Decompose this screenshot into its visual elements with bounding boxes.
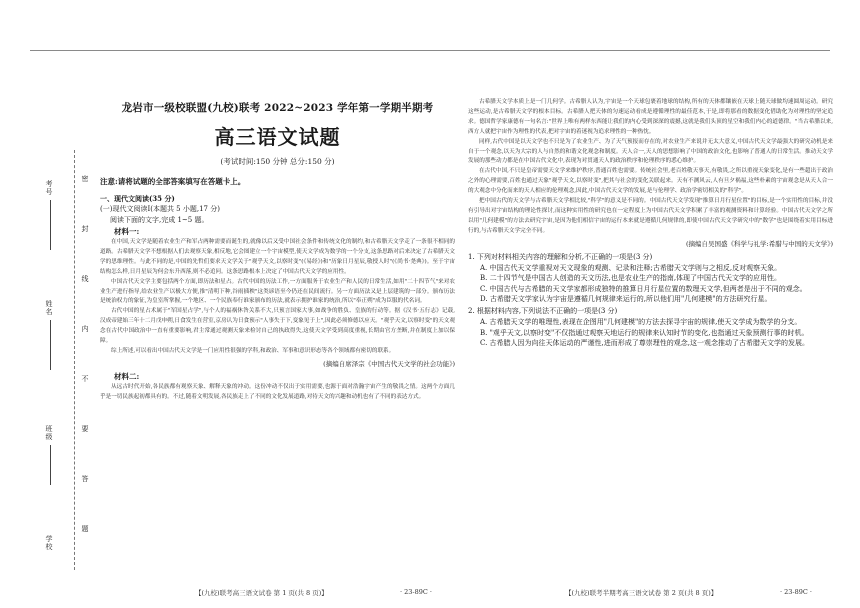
question-stem: 1. 下列对材料相关内容的理解和分析,不正确的一项是(3 分) — [468, 252, 653, 261]
seal-char: 密 — [81, 175, 89, 183]
material-paragraph: 古代中国的星占术属于"军国星占学",与个人的福祸休咎关系不大,只预言国家大事,如战争的胜负、皇族的行动等。据《汉书·五行志》记载,汉成帝建始三年十二月戊申朔,日食发生在营室,京房认为日食预示"人事失于下,变象见于上",因此必须修德以应天。"观乎天文,以察时变"的天文观念在古代中国政治中一直有重要影响,君主常通过观测天象来检讨自己的执政得失,这使天文学受到高度重视,长期由官方垄断,并在制度上加以保障。 — [100, 308, 455, 345]
material-paragraph: 在古代中国,不只是皇帝需要天文学来维护秩序,普通百姓也需要。传统社会里,老百姓敬天事天,有敬畏,之所以重视天象变化,是有一些超出于政治之外的心理需要,百姓也通过天象"观乎天文,以察时变",把其与社会的变化关联起来。天有不测风云,人有旦夕祸福,这些朴素的宇宙观念是从天人合一的大观念中分化而来的天人相应的伦理观念,因此,中国古代天文学的发展,是与伦理学、政治学密切相关的"科学"。 — [468, 168, 833, 195]
subsection-heading: (一)现代文阅读Ⅰ(本题共 5 小题,17 分) — [100, 205, 220, 213]
page-footer-right: 【(九校)联考半期考高三语文试卷 第 2 页(共 8 页)】 — [565, 589, 718, 597]
source-citation: (摘编自席泽宗《中国古代天文学的社会功能》) — [323, 359, 455, 368]
left-column — [100, 58, 455, 403]
material-paragraph: 把中国古代的天文学与古希腊天文学相比较,"科学"的意义是不同的。中国古代天文学发现"推算日月行星位置"的目标,是一个实用性的目标,并没有引导出对宇宙结构的理论性探讨,而这种实用性的研究也在一定程度上为中国古代天文学积累了丰富的观测资料和计算经验。中国古代天文学之所以用"几何建模"的方法去研究宇宙,是因为他们相信宇宙的运行本来就是遵循几何规律的,即使中国古代天文学研究中的"数学"也是围绕着实用目标进行的,与古希腊天文学完全不同。 — [468, 198, 833, 234]
material-paragraph: 中国古代天文学主要包括两个方面,即历法和星占。古代中国的历法工作,一方面服务于农业生产和人民的日常生活,如用"二十四节气"来对农业生产进行指导,给农业生产以极大方便,推"清明下种,谷雨插秧"这类谚语至今仍还在民间流行。另一方面历法又是上层建筑的一部分。颁布历法是统治权力的象征,为皇室所掌握,一个地区、一个民族奉行谁家颁布的历法,就表示拥护谁家的统治,所以"奉正朔"成为臣服的代名词。 — [100, 278, 455, 305]
exam-number-field[interactable] — [50, 200, 51, 250]
page-code-right: · 23-89C · — [780, 588, 812, 596]
exam-notice: 注意:请将试题的全部答案填写在答题卡上。 — [100, 177, 246, 186]
seal-char: 答 — [81, 475, 89, 483]
seal-char: 不 — [81, 375, 89, 383]
answer-option: A. 中国古代天文学重视对天文现象的观测、记录和注释;古希腊天文学则与之相反,反对观察天象。 — [480, 263, 782, 272]
margin-label-name: 姓名 — [45, 300, 53, 316]
margin-label-school: 学校 — [45, 535, 53, 551]
answer-option: B. 二十四节气是中国古人创造的天文历法,也是农业生产的指南,体现了中国古代天文学的应用性。 — [480, 274, 782, 283]
page-title: 高三语文试题 — [214, 125, 341, 149]
answer-option: D. 古希腊天文学家认为宇宙是遵循几何规律来运行的,所以他们用"几何建模"的方法研究行星。 — [480, 295, 772, 304]
seal-char: 要 — [81, 425, 89, 433]
material-paragraph: 综上所述,可以看出中国古代天文学是一门应用性很强的学科,和政治、军事和意识形态等各个领域都有密切的联系。 — [111, 347, 395, 354]
top-rule — [30, 50, 830, 51]
seal-char: 题 — [81, 525, 89, 533]
answer-option: B. "观乎天文,以察时变"不仅指通过观察天地运行的规律来认知时节的变化,也指通过天象预测行事的时机。 — [480, 328, 809, 337]
seal-char: 线 — [81, 275, 89, 283]
class-field[interactable] — [50, 445, 51, 485]
seal-char: 封 — [81, 225, 89, 233]
source-citation: (摘编自吴国盛《科学与礼学:希腊与中国的天文学》) — [685, 239, 833, 248]
exam-meta: (考试时间:150 分钟 总分:150 分) — [220, 157, 335, 166]
answer-option: A. 古希腊天文学的唯理性,表现在企图用"几何建模"的方法去探寻宇宙的规律,使天文学成为数学的分支。 — [480, 318, 802, 327]
section-heading: 一、现代文阅读(35 分) — [100, 194, 175, 203]
material-label: 材料二: — [114, 371, 140, 381]
name-field[interactable] — [50, 320, 51, 370]
question-stem: 2. 根据材料内容,下列说法不正确的一项是(3 分) — [468, 307, 618, 316]
seal-line — [74, 150, 75, 570]
seal-char: 内 — [81, 325, 89, 333]
material-label: 材料一: — [114, 227, 140, 236]
material-paragraph: 从远古时代开始,各民族都有观察天象、解释天象的冲动。这份冲动不仅出于实用需要,也源于面对浩瀚宇宙产生的敬畏之情。这两个方面几乎是一切民族起初都具有的。不过,随着文明发展,各民族走上了不同的文化发展道路,对待天文的兴趣和动机也有了不同的表达方式。 — [100, 383, 455, 400]
answer-option: C. 中国古代与古希腊的天文学家都形成独特的推算日月行星位置的数理天文学,但两者是出于不同的观念。 — [480, 284, 807, 293]
material-paragraph: 在中国,天文学是随着农业生产和军占两种需要而诞生的,就像以后又受中国社会条件和传统文化的制约,和古希腊天文学走了一条很不相同的道路。古希腊天文学不想根据人们去观察天象,相反地,它会图建立一个宇宙模型,使天文学成为数学的一个分支,这条思路对后来决定了古希腊天文学的思维理性。与此不同的是,中国的先哲们要求天文学关于"观乎天文,以察时变"(《易经》)和"历象日月星辰,敬授人时"(《尚书·尧典》)。至于宇宙结构怎么样,日月星辰为何会东升西落,则不必追问。这条思路根本上决定了中国古代天文学的应用性。 — [100, 239, 455, 275]
right-column — [468, 98, 833, 349]
exam-school-line: 龙岩市一级校联盟(九校)联考 2022~2023 学年第一学期半期考 — [121, 102, 434, 114]
margin-label-exam-number: 考号 — [45, 180, 53, 196]
reading-instruction: 阅读下面的文字,完成 1~5 题。 — [110, 216, 209, 224]
answer-option: C. 古希腊人因为向往天体运动的严谨性,进而形成了尊崇理性的观念,这一观念推动了古希腊天文学的发展。 — [480, 339, 810, 348]
page-footer-left: 【(九校)联考高三语文试卷 第 1 页(共 8 页)】 — [195, 589, 328, 597]
margin-label-class: 班级 — [45, 425, 53, 441]
page-code-left: · 23-89C · — [400, 588, 432, 596]
material-paragraph: 古希腊天文学本质上是一门几何学。古希腊人认为,宇宙是一个天球包裹着地球的结构,所有的天体都镶嵌在天球上随天球做均速圆周运动。研究这些运动,是古希腊天文学的根本目标。古希腊人把天体的匀速运动看成是遵循理性的最佳范本,于是,即将那看的数据变化借助化为对理性的坚定追求。德国哲学家康德有一句名言:"世界上唯有两样东西能让我们的内心受到深深的震撼,这就是我们头顶的星空和我们内心的道德律。"当古希腊以来,西方人就把宇宙作为理性的代表,把对宇宙的着迷视为追求理性的一种热忱。 — [468, 99, 833, 135]
material-paragraph: 同样,古代中国是以天文学也不只是为了农业生产、为了天气预报而存在的,对农业生产来说并无太大意义,中国古代天文学最强大的研究动机是来自于一个观念,以天为大宗的人与自然的和谐文化观念和制度。天人合一,天人的思想影响了中国的政治文化,也影响了普通人的日常生活。推动天文学发展的那些动力都是在中国古代文化中,表现为对贯通天人的政治秩序和伦理秩序的悉心维护。 — [468, 138, 833, 165]
